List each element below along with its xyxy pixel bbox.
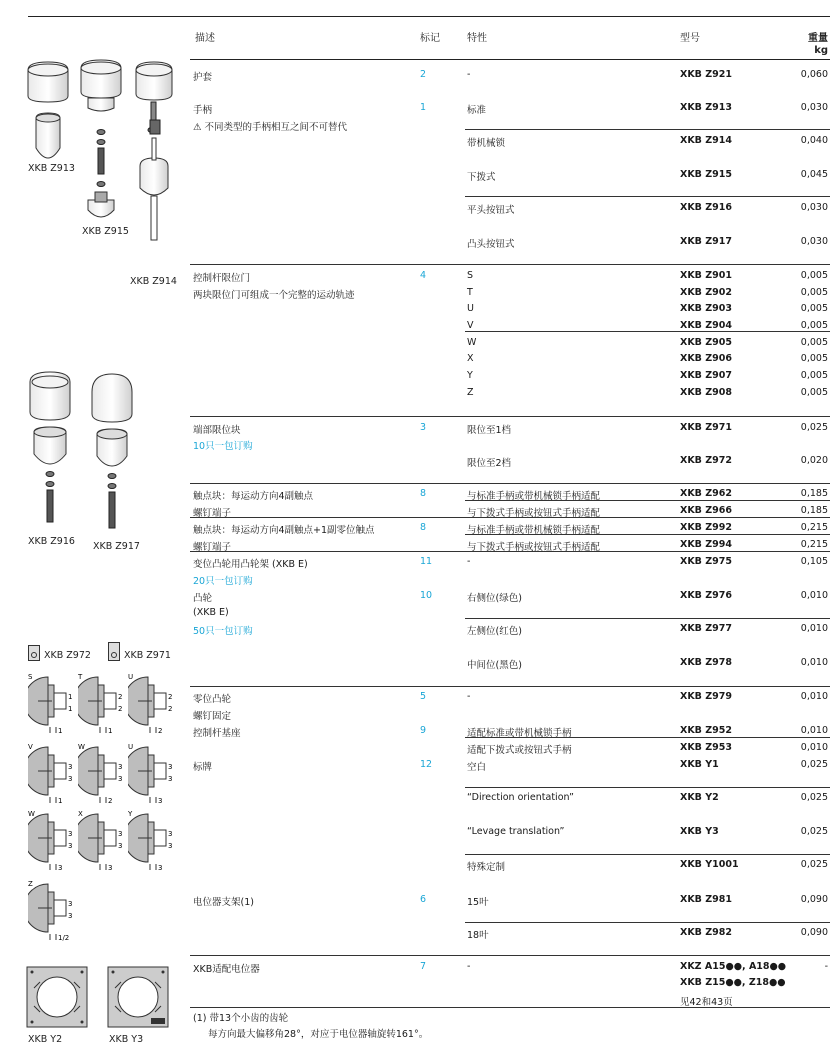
figure-label-z972: XKB Z972 [44, 650, 91, 661]
row-feature: 空白 [467, 762, 487, 773]
row-feature: 带机械锁 [467, 138, 506, 149]
row-feature: T [467, 287, 473, 298]
gate-number-top: 2 [168, 693, 173, 701]
row-feature: 平头按钮式 [467, 205, 515, 216]
row-description: 凸轮 [193, 593, 213, 604]
row-description: 标牌 [193, 762, 213, 773]
gate-letter: Y [128, 810, 133, 818]
row-weight: 0,005 [800, 337, 828, 348]
gate-letter: X [78, 810, 83, 818]
row-model: XKB Z972 [680, 455, 732, 466]
row-mark: 12 [420, 759, 433, 770]
gate-diagram [128, 671, 176, 735]
row-weight: 0,185 [800, 505, 828, 516]
gate-number-bottom: 2 [108, 797, 113, 805]
row-model: XKB Z978 [680, 657, 732, 668]
row-mark: 6 [420, 894, 427, 905]
row-model: XKB Z982 [680, 927, 732, 938]
row-description: ⚠ 不同类型的手柄相互之间不可替代 [193, 122, 348, 133]
figure-label-z915: XKB Z915 [82, 226, 129, 237]
row-feature: - [467, 961, 471, 972]
col-header-description: 描述 [195, 33, 215, 44]
row-separator [465, 129, 830, 130]
row-model: XKB Z976 [680, 590, 732, 601]
row-weight: 0,005 [800, 320, 828, 331]
gate-number-top: 3 [168, 830, 173, 838]
row-separator [465, 331, 830, 332]
col-header-feature: 特性 [467, 33, 487, 44]
gate-number-middle: 3 [68, 842, 73, 850]
top-rule [28, 16, 830, 17]
row-model: XKZ A15●●, A18●● [680, 961, 787, 972]
row-model: XKB Z906 [680, 353, 732, 364]
row-description: 触点块：每运动方向4副触点 [193, 491, 314, 502]
row-description: 触点块：每运动方向4副触点+1副零位触点 [193, 525, 375, 536]
row-model: XKB Y1 [680, 759, 719, 770]
row-model: XKB Z921 [680, 69, 732, 80]
gate-number-middle: 1 [68, 705, 73, 713]
row-model: XKB Y2 [680, 792, 719, 803]
gate-number-bottom: 3 [108, 864, 113, 872]
row-description: 控制杆限位门 [193, 273, 251, 284]
row-weight: 0,025 [800, 792, 828, 803]
row-weight: 0,030 [800, 102, 828, 113]
row-feature: 限位至1档 [467, 425, 512, 436]
row-model: XKB Z962 [680, 488, 732, 499]
row-weight: 0,090 [800, 894, 828, 905]
row-separator [465, 737, 830, 738]
row-model: XKB Z992 [680, 522, 732, 533]
gate-number-middle: 3 [68, 775, 73, 783]
gate-letter: T [78, 673, 83, 681]
col-header-unit: kg [814, 45, 828, 56]
row-feature: W [467, 337, 477, 348]
gate-number-middle: 2 [168, 705, 173, 713]
row-feature: 限位至2档 [467, 458, 512, 469]
row-description: 螺钉端子 [193, 542, 232, 553]
row-model: XKB Z953 [680, 742, 732, 753]
row-separator [465, 922, 830, 923]
row-separator [190, 483, 830, 484]
row-model: XKB Z907 [680, 370, 732, 381]
row-feature: 与下拨式手柄或按钮式手柄适配 [467, 508, 601, 519]
row-model: XKB Z903 [680, 303, 732, 314]
row-model: XKB Z994 [680, 539, 732, 550]
gate-diagram [78, 808, 126, 872]
row-weight: 0,005 [800, 287, 828, 298]
row-feature: S [467, 270, 474, 281]
row-weight: 0,090 [800, 927, 828, 938]
pushbuttons-illustration [26, 370, 166, 540]
row-page-ref: 见42和43页 [680, 997, 733, 1008]
row-feature: 15叶 [467, 897, 489, 908]
row-weight: 0,105 [800, 556, 828, 567]
header-rule [190, 59, 830, 60]
row-feature: 下拨式 [467, 172, 496, 183]
row-separator [190, 955, 830, 956]
row-description: 螺钉固定 [193, 711, 232, 722]
row-weight: 0,025 [800, 759, 828, 770]
row-weight: 0,025 [800, 422, 828, 433]
gate-diagram [78, 741, 126, 805]
gate-number-top: 3 [68, 830, 73, 838]
row-mark: 4 [420, 270, 427, 281]
gate-letter: U [128, 673, 134, 681]
row-model: XKB Z913 [680, 102, 732, 113]
row-weight: 0,030 [800, 202, 828, 213]
figure-label-z914: XKB Z914 [130, 276, 177, 287]
row-separator [190, 517, 830, 518]
end-stop-icon [28, 645, 40, 661]
row-mark: 5 [420, 691, 427, 702]
gate-number-bottom: 3 [158, 797, 163, 805]
row-weight: 0,045 [800, 169, 828, 180]
row-weight: - [824, 961, 828, 972]
col-header-weight: 重量 [808, 33, 828, 44]
row-weight: 0,010 [800, 742, 828, 753]
row-weight: 0,185 [800, 488, 828, 499]
row-feature: 右侧位(绿色) [467, 593, 522, 604]
row-weight: 0,010 [800, 725, 828, 736]
row-feature: 18叶 [467, 930, 489, 941]
row-feature: 特殊定制 [467, 862, 506, 873]
figure-label-z917: XKB Z917 [93, 541, 140, 552]
footnote-line2: 每方向最大偏移角28°，对应于电位器轴旋转161°。 [208, 1029, 429, 1040]
row-feature: U [467, 303, 474, 314]
row-feature: 与下拨式手柄或按钮式手柄适配 [467, 542, 601, 553]
gate-number-bottom: 1 [58, 727, 63, 735]
row-model: XKB Z981 [680, 894, 732, 905]
col-header-model: 型号 [680, 33, 700, 44]
row-mark: 3 [420, 422, 427, 433]
gate-number-middle: 3 [68, 912, 73, 920]
row-description: 螺钉端子 [193, 508, 232, 519]
row-order-note: 50只一包订购 [193, 626, 253, 637]
gate-number-middle: 3 [118, 775, 123, 783]
row-model: XKB Z908 [680, 387, 732, 398]
row-weight: 0,005 [800, 370, 828, 381]
gate-diagram [128, 808, 176, 872]
row-description: 控制杆基座 [193, 728, 241, 739]
row-weight: 0,005 [800, 303, 828, 314]
row-weight: 0,060 [800, 69, 828, 80]
row-weight: 0,040 [800, 135, 828, 146]
row-mark: 1 [420, 102, 427, 113]
gate-letter: U [128, 743, 134, 751]
plate-y3-illustration [107, 966, 169, 1028]
gate-diagram [78, 671, 126, 735]
row-model: XKB Y3 [680, 826, 719, 837]
row-model: XKB Z915 [680, 169, 732, 180]
row-order-note: 20只一包订购 [193, 576, 253, 587]
row-feature: X [467, 353, 474, 364]
row-description: 端部限位块 [193, 425, 241, 436]
gate-letter: V [28, 743, 33, 751]
row-feature: 与标准手柄或带机械锁手柄适配 [467, 491, 601, 502]
row-separator [190, 416, 830, 417]
gate-letter: S [28, 673, 33, 681]
row-model: XKB Y1001 [680, 859, 739, 870]
row-weight: 0,215 [800, 522, 828, 533]
row-mark: 8 [420, 522, 427, 533]
figure-label-y2: XKB Y2 [28, 1034, 63, 1045]
row-model: XKB Z975 [680, 556, 732, 567]
gate-number-middle: 3 [168, 842, 173, 850]
row-separator [465, 500, 830, 501]
row-model: XKB Z902 [680, 287, 732, 298]
row-separator [190, 551, 830, 552]
figure-label-z971: XKB Z971 [124, 650, 171, 661]
gate-number-top: 3 [168, 763, 173, 771]
row-description: 两块限位门可组成一个完整的运动轨迹 [193, 290, 355, 301]
row-feature: 左侧位(红色) [467, 626, 522, 637]
row-feature: “Direction orientation” [467, 792, 574, 803]
figure-label-z916: XKB Z916 [28, 536, 75, 547]
row-feature: 凸头按钮式 [467, 239, 515, 250]
row-model: XKB Z916 [680, 202, 732, 213]
row-weight: 0,025 [800, 859, 828, 870]
row-feature: Y [467, 370, 473, 381]
gate-letter: W [28, 810, 35, 818]
row-weight: 0,020 [800, 455, 828, 466]
row-separator [190, 264, 830, 265]
gate-number-bottom: 3 [158, 864, 163, 872]
row-weight: 0,005 [800, 387, 828, 398]
gate-diagram [28, 808, 76, 872]
gate-diagram [28, 671, 76, 735]
row-separator [465, 534, 830, 535]
row-weight: 0,030 [800, 236, 828, 247]
row-feature: - [467, 691, 471, 702]
row-description: 变位凸轮用凸轮架 (XKB E) [193, 559, 308, 570]
row-weight: 0,010 [800, 691, 828, 702]
row-model: XKB Z901 [680, 270, 732, 281]
gate-number-middle: 3 [118, 842, 123, 850]
gate-diagram [28, 878, 76, 942]
gate-number-middle: 2 [118, 705, 123, 713]
row-model: XKB Z971 [680, 422, 732, 433]
gate-number-top: 3 [68, 763, 73, 771]
row-mark: 9 [420, 725, 427, 736]
row-feature: 适配下拨式或按钮式手柄 [467, 745, 572, 756]
row-model: XKB Z977 [680, 623, 732, 634]
row-mark: 2 [420, 69, 427, 80]
row-feature: 适配标准或带机械锁手柄 [467, 728, 572, 739]
footnote-line1: (1) 带13个小齿的齿轮 [193, 1013, 289, 1024]
row-separator [190, 1007, 830, 1008]
figure-label-y3: XKB Y3 [109, 1034, 144, 1045]
row-separator [190, 686, 830, 687]
row-model: XKB Z905 [680, 337, 732, 348]
row-separator [465, 854, 830, 855]
gate-number-top: 1 [68, 693, 73, 701]
row-description: 零位凸轮 [193, 694, 232, 705]
row-feature: “Levage translation” [467, 826, 565, 837]
gate-number-top: 2 [118, 693, 123, 701]
row-weight: 0,005 [800, 270, 828, 281]
row-weight: 0,005 [800, 353, 828, 364]
gate-diagram [28, 741, 76, 805]
row-weight: 0,215 [800, 539, 828, 550]
gate-letter: W [78, 743, 85, 751]
row-mark: 8 [420, 488, 427, 499]
gate-number-top: 3 [118, 830, 123, 838]
gate-number-bottom: 1 [58, 797, 63, 805]
row-feature: 与标准手柄或带机械锁手柄适配 [467, 525, 601, 536]
gate-number-middle: 3 [168, 775, 173, 783]
figure-label-z913: XKB Z913 [28, 163, 75, 174]
row-model: XKB Z952 [680, 725, 732, 736]
gate-number-bottom: 1 [108, 727, 113, 735]
row-separator [465, 787, 830, 788]
row-model: XKB Z979 [680, 691, 732, 702]
gate-diagram [128, 741, 176, 805]
row-description: 护套 [193, 72, 213, 83]
gate-number-top: 3 [118, 763, 123, 771]
row-model: XKB Z914 [680, 135, 732, 146]
row-model: XKB Z917 [680, 236, 732, 247]
row-separator [465, 196, 830, 197]
row-mark: 7 [420, 961, 427, 972]
row-description: 电位器支架(1) [193, 897, 254, 908]
row-mark: 10 [420, 590, 433, 601]
row-model: XKB Z966 [680, 505, 732, 516]
row-feature: V [467, 320, 474, 331]
row-mark: 11 [420, 556, 433, 567]
gate-number-top: 3 [68, 900, 73, 908]
end-stop-icon [108, 642, 120, 661]
row-weight: 0,010 [800, 657, 828, 668]
row-feature: - [467, 69, 471, 80]
row-feature: 中间位(黑色) [467, 660, 522, 671]
row-model: XKB Z15●●, Z18●● [680, 977, 786, 988]
row-separator [465, 618, 830, 619]
row-description: 手柄 [193, 105, 213, 116]
row-model: XKB Z904 [680, 320, 732, 331]
row-description: (XKB E) [193, 607, 229, 618]
plate-y2-illustration [26, 966, 88, 1028]
gate-number-bottom: 3 [58, 864, 63, 872]
row-weight: 0,010 [800, 623, 828, 634]
gate-number-bottom: 1/2 [58, 934, 70, 942]
gate-letter: Z [28, 880, 33, 888]
row-order-note: 10只一包订购 [193, 441, 253, 452]
row-weight: 0,010 [800, 590, 828, 601]
col-header-mark: 标记 [420, 33, 440, 44]
row-feature: Z [467, 387, 474, 398]
row-feature: 标准 [467, 105, 487, 116]
row-feature: - [467, 556, 471, 567]
row-weight: 0,025 [800, 826, 828, 837]
gate-number-bottom: 2 [158, 727, 163, 735]
row-description: XKB适配电位器 [193, 964, 260, 975]
